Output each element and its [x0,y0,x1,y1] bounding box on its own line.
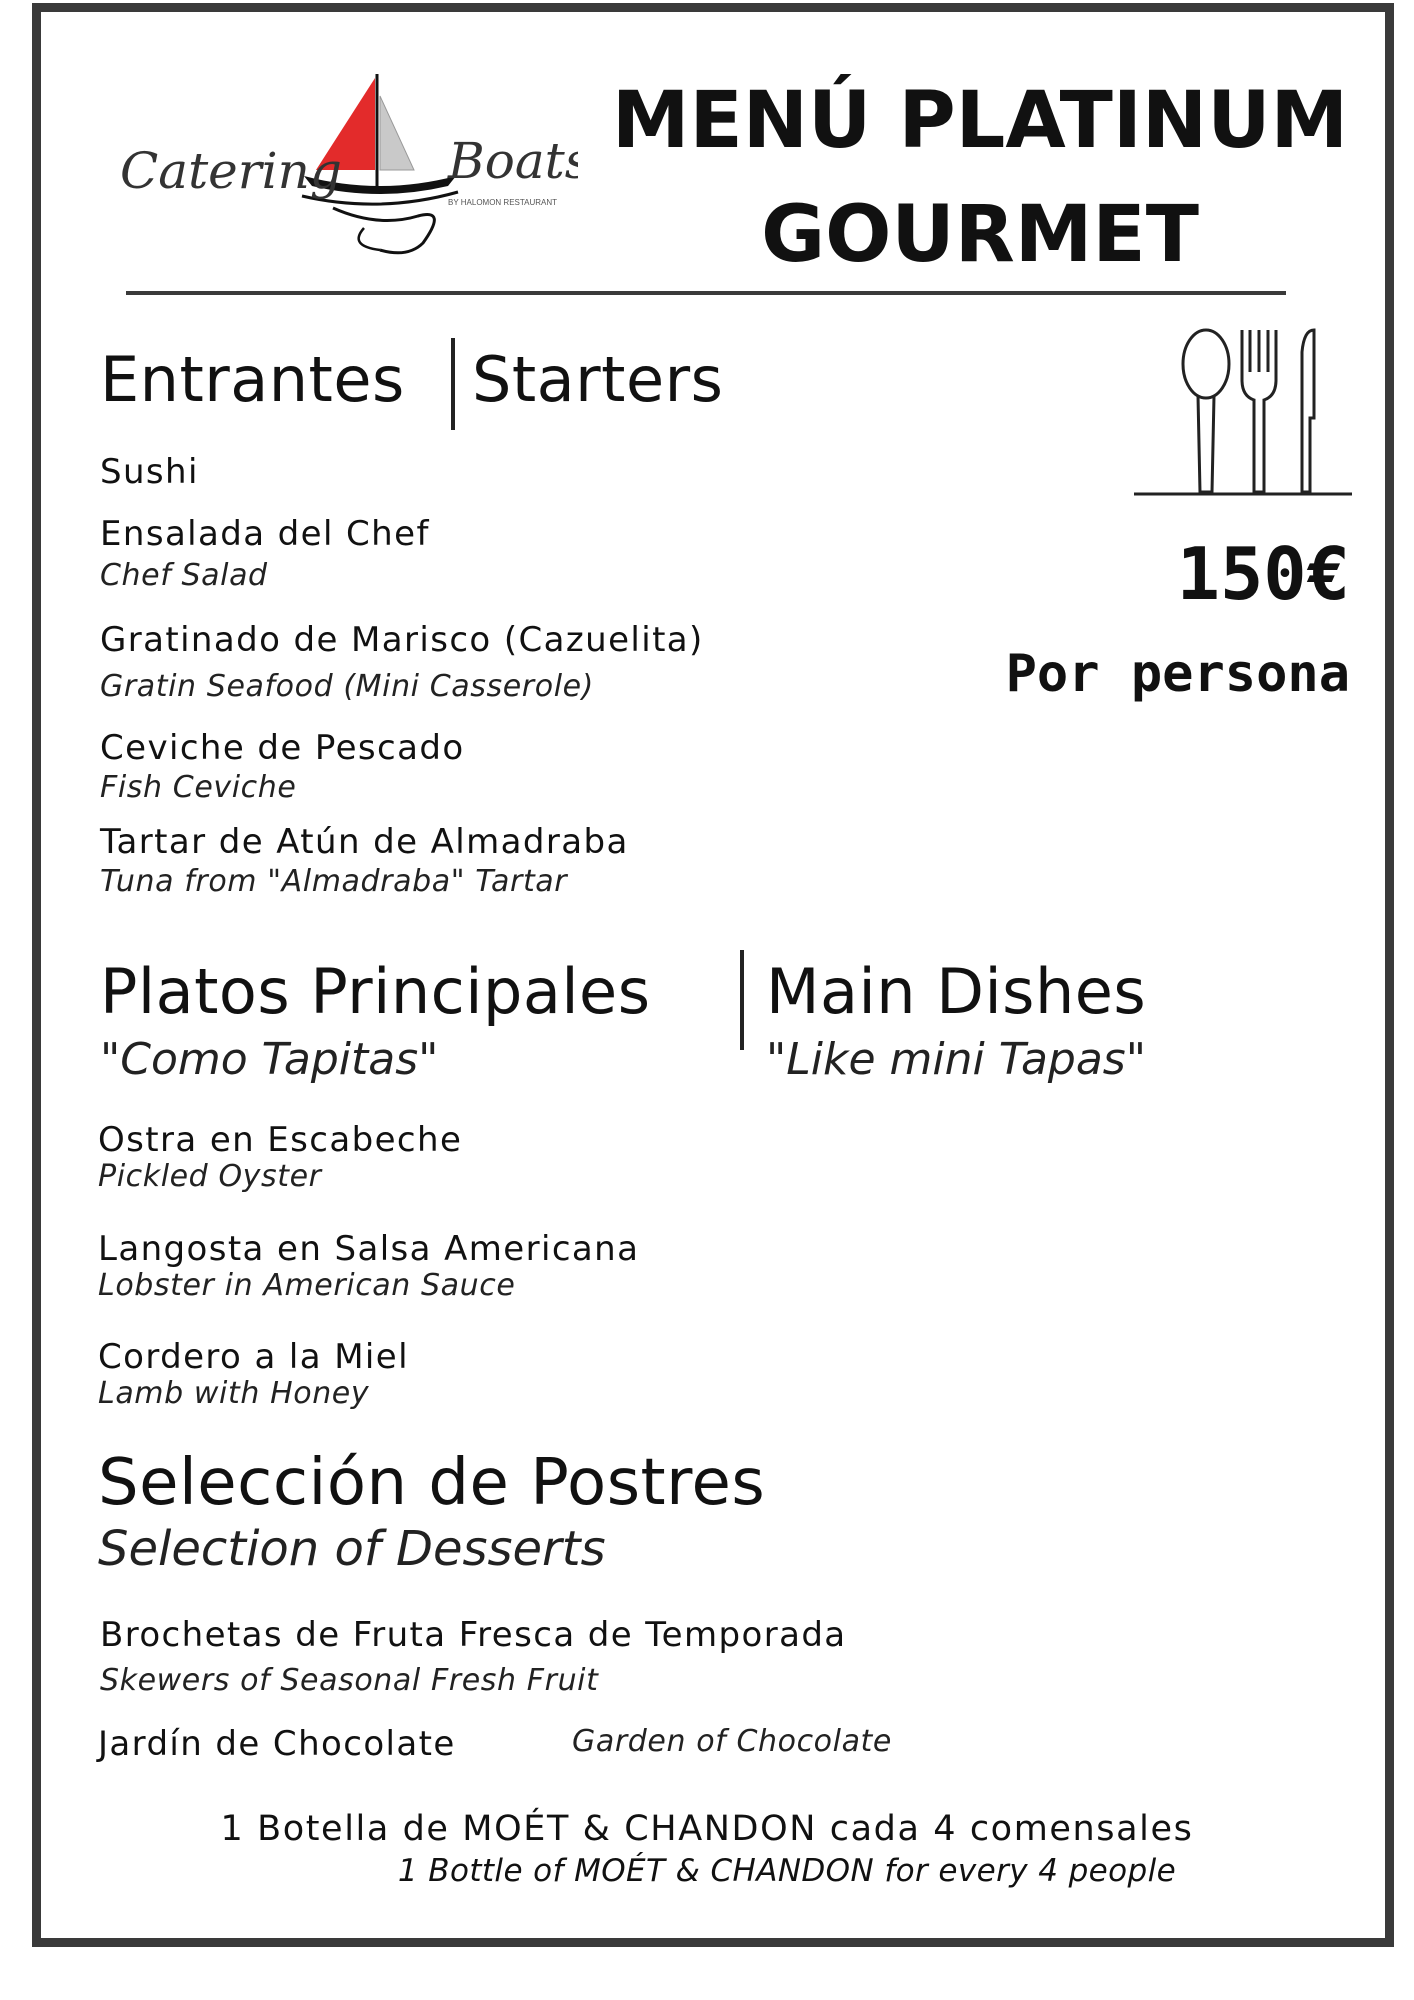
desserts-heading-en: Selection of Desserts [98,1521,606,1577]
mains-heading-es: Platos Principales [100,955,651,1028]
dessert-brochetas-en: Skewers of Seasonal Fresh Fruit [100,1663,599,1698]
dish-ceviche: Ceviche de Pescado [100,728,465,768]
logo-tagline: BY HALOMON RESTAURANT [448,198,558,207]
dish-cordero-en: Lamb with Honey [98,1376,370,1411]
dish-langosta-en: Lobster in American Sauce [98,1268,516,1303]
dessert-jardin-en: Garden of Chocolate [572,1724,892,1759]
footer-champagne-en: 1 Bottle of MOÉT & CHANDON for every 4 people [397,1853,1177,1889]
sailboat-logo-icon [118,68,578,258]
desserts-heading-es: Selección de Postres [98,1446,766,1520]
starters-heading-divider [451,338,455,430]
starters-heading-en: Starters [472,343,724,416]
catering-boats-logo [118,68,578,258]
dish-tartar-en: Tuna from "Almadraba" Tartar [100,864,568,899]
dish-cordero: Cordero a la Miel [98,1337,409,1377]
mains-subheading-en: "Like mini Tapas" [766,1034,1146,1085]
dish-ostra: Ostra en Escabeche [98,1120,463,1160]
footer-champagne-es: 1 Botella de MOÉT & CHANDON cada 4 comensales [220,1809,1194,1849]
logo-word-right: Boats [448,132,578,190]
dish-tartar: Tartar de Atún de Almadraba [100,822,629,862]
price-amount: 150€ [1176,532,1350,616]
menu-title-line2: GOURMET [761,190,1199,280]
mains-heading-en: Main Dishes [766,955,1147,1028]
dish-gratinado-en: Gratin Seafood (Mini Casserole) [100,669,594,704]
dessert-brochetas: Brochetas de Fruta Fresca de Temporada [100,1615,847,1655]
dessert-jardin: Jardín de Chocolate [98,1724,456,1764]
dish-ensalada: Ensalada del Chef [100,514,430,554]
menu-title-line1: MENÚ PLATINUM [611,76,1349,166]
mains-subheading-es: "Como Tapitas" [100,1034,439,1085]
dish-sushi: Sushi [100,452,199,492]
dish-ceviche-en: Fish Ceviche [100,770,297,805]
dish-ensalada-en: Chef Salad [100,558,268,593]
logo-word-left: Catering [120,142,342,200]
dish-ostra-en: Pickled Oyster [98,1159,322,1194]
dish-gratinado: Gratinado de Marisco (Cazuelita) [100,620,704,660]
mains-heading-divider [740,950,744,1050]
starters-heading-es: Entrantes [100,343,405,416]
price-per-person: Por persona [1005,644,1350,704]
dish-langosta: Langosta en Salsa Americana [98,1229,640,1269]
cutlery-icon [1134,328,1352,498]
title-divider [126,291,1286,295]
